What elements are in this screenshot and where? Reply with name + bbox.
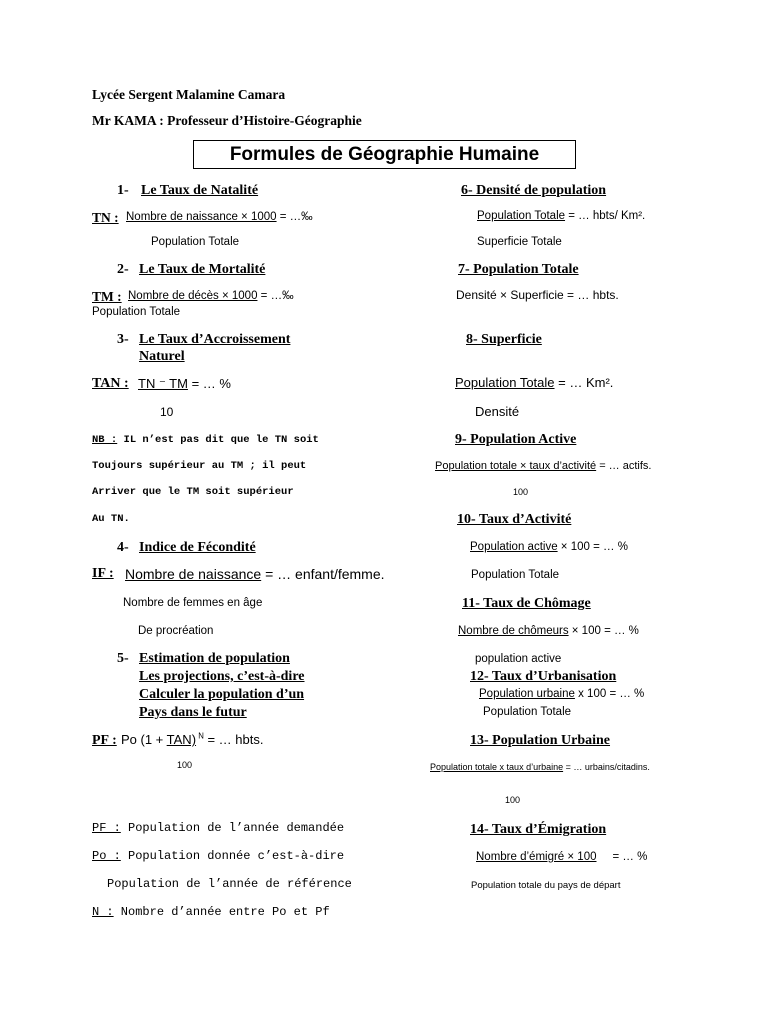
- formula-tan-denominator: 10: [160, 405, 174, 419]
- section-2-number: 2-: [117, 262, 129, 277]
- formula-area-denominator: Densité: [475, 404, 520, 419]
- section-5-title-line2: Les projections, c’est-à-dire: [139, 669, 305, 684]
- section-5-title-line3: Calculer la population d’un: [139, 687, 305, 702]
- formula-area: Population Totale = … Km².: [455, 375, 614, 390]
- formula-if-numerator: Nombre de naissance: [125, 566, 262, 582]
- section-1-number: 1-: [117, 183, 129, 198]
- formula-label-if: IF :: [92, 566, 114, 581]
- section-4-title: Indice de Fécondité: [139, 540, 256, 555]
- formula-tm: [128, 290, 294, 303]
- formula-urban-population: Population totale x taux d’urbaine = … urbains/citadins.: [430, 762, 650, 772]
- formula-if: [125, 566, 385, 582]
- section-6-title: 6- Densité de population: [461, 183, 607, 198]
- school-name: Lycée Sergent Malamine Camara: [92, 87, 286, 102]
- section-3-number: 3-: [117, 332, 129, 347]
- section-4-number: 4-: [117, 540, 129, 555]
- formula-if-denominator-line2: De procréation: [138, 625, 214, 637]
- page-title: Formules de Géographie Humaine: [193, 140, 576, 169]
- formula-urban-population-denominator: 100: [505, 795, 521, 805]
- formula-label-tn: TN :: [92, 210, 119, 225]
- teacher-name: Mr KAMA : Professeur d’Histoire-Géographie: [92, 113, 362, 128]
- formula-if-denominator-line1: Nombre de femmes en âge: [123, 597, 263, 609]
- section-2-title: Le Taux de Mortalité: [139, 262, 266, 277]
- formula-label-pf: PF :: [92, 733, 117, 748]
- section-5-title-line4: Pays dans le futur: [139, 705, 247, 720]
- formula-tan-result: = … %: [187, 376, 231, 391]
- formula-active-population-denominator: 100: [513, 487, 529, 497]
- formula-density: Population Totale = … hbts/ Km².: [477, 210, 646, 222]
- formula-if-result: = … enfant/femme.: [261, 566, 385, 582]
- section-11-title: 11- Taux de Chômage: [462, 596, 591, 611]
- formula-density-denominator: Superficie Totale: [477, 236, 562, 248]
- formula-label-tm: TM :: [92, 289, 122, 304]
- section-9-title: 9- Population Active: [455, 432, 577, 447]
- section-7-title: 7- Population Totale: [458, 262, 579, 277]
- definition-po: Po : Population donnée c’est-à-dire: [92, 849, 345, 863]
- formula-tn-result: = …‰: [276, 211, 313, 223]
- section-3-title-line2: Naturel: [139, 349, 185, 364]
- section-1-title: Le Taux de Natalité: [141, 183, 259, 198]
- formula-tn-numerator: Nombre de naissance × 1000: [126, 211, 277, 223]
- formula-emigration-rate: Nombre d’émigré × 100 = … %: [476, 851, 648, 863]
- definition-n: N : Nombre d’année entre Po et Pf: [92, 905, 330, 919]
- formula-tan-numerator: TN ⁻ TM: [138, 376, 188, 391]
- section-3-title-line1: Le Taux d’Accroissement: [139, 332, 291, 347]
- section-5-number: 5-: [117, 651, 129, 666]
- section-14-title: 14- Taux d’Émigration: [470, 822, 607, 837]
- formula-total-population: Densité × Superficie = … hbts.: [456, 288, 619, 302]
- nb-label: NB :: [92, 434, 118, 446]
- formula-tan: [138, 377, 231, 392]
- definition-pf: PF : Population de l’année demandée: [92, 821, 345, 835]
- definition-po-line2: Population de l’année de référence: [107, 877, 352, 891]
- section-5-title-line1: Estimation de population: [139, 651, 290, 666]
- formula-pf-denominator: 100: [177, 760, 193, 770]
- formula-tm-result: = …‰: [257, 290, 294, 302]
- formula-emigration-rate-denominator: Population totale du pays de départ: [471, 880, 621, 891]
- formula-tn: [126, 211, 313, 224]
- nb-note-line2: Toujours supérieur au TM ; il peut: [92, 460, 307, 472]
- formula-activity-rate: Population active × 100 = … %: [470, 541, 628, 553]
- nb-note-line4: Au TN.: [92, 513, 130, 525]
- section-12-title: 12- Taux d’Urbanisation: [470, 669, 617, 684]
- formula-activity-rate-denominator: Population Totale: [471, 569, 560, 581]
- section-8-title: 8- Superficie: [466, 332, 542, 347]
- section-13-title: 13- Population Urbaine: [470, 733, 611, 748]
- formula-unemployment-rate: Nombre de chômeurs × 100 = … %: [458, 625, 639, 637]
- formula-pf: Po (1 + TAN) $^N$ = … hbts.: [121, 731, 264, 747]
- formula-tn-denominator: Population Totale: [151, 236, 240, 248]
- formula-urbanization-rate: Population urbaine x 100 = … %: [479, 688, 645, 700]
- formula-urbanization-rate-denominator: Population Totale: [483, 706, 572, 718]
- nb-note-line1: NB : IL n’est pas dit que le TN soit: [92, 434, 319, 446]
- formula-tm-denominator: Population Totale: [92, 306, 181, 318]
- formula-label-tan: TAN :: [92, 376, 129, 391]
- formula-active-population: Population totale × taux d’activité = … actifs.: [435, 460, 652, 472]
- formula-unemployment-rate-denominator: population active: [475, 653, 562, 665]
- section-10-title: 10- Taux d’Activité: [457, 512, 572, 527]
- formula-tm-numerator: Nombre de décès × 1000: [128, 290, 258, 302]
- nb-note-line3: Arriver que le TM soit supérieur: [92, 486, 294, 498]
